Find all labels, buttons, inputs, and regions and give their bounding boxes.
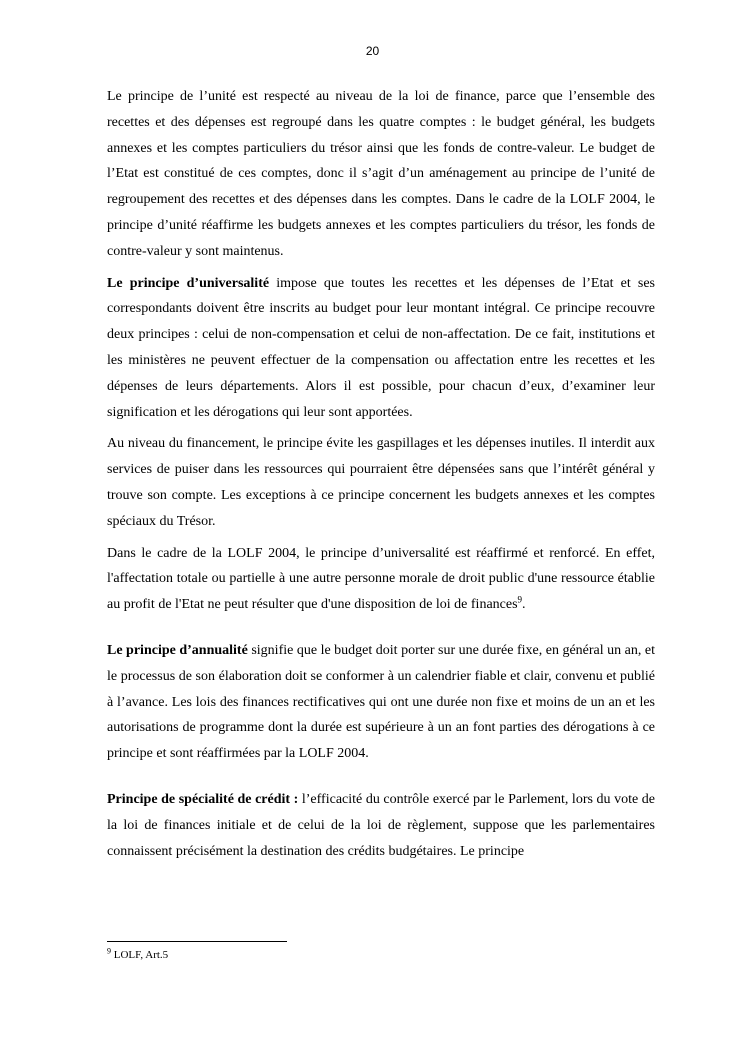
footnote-divider — [107, 941, 287, 942]
paragraph-unite: Le principe de l’unité est respecté au niveau de la loi de finance, parce que l’ensemble des recettes et des dépenses est regroupé dans les quatre comptes : le budget général, les budgets annexes et les comptes particuliers du trésor ainsi que les fonds de contre-valeur. Le budget de l’Etat est constitué de ces comptes, donc il s’agit d’un aménagement au principe de l’unité de regroupement des recettes et des dépenses dans les comptes. Dans le cadre de la LOLF 2004, le principe d’unité réaffirme les budgets annexes et les comptes particuliers du trésor, les fonds de contre-valeur y sont maintenus. — [107, 89, 655, 259]
paragraph-lolf-universalite: Dans le cadre de la LOLF 2004, le principe d’universalité est réaffirmé et renforcé. En effet, l'affectation totale ou partielle à une autre personne morale de droit public d'une ressource établie au profit de l'Etat ne peut résulter que d'une disposition de loi de finances$^9$. — [107, 545, 655, 613]
footnote-text: LOLF, Art.5 — [111, 949, 169, 961]
paragraph-universalite-text: impose que toutes les recettes et les dépenses de l’Etat et ses correspondants doivent être inscrits au budget pour leur montant intégral. Ce principe recouvre deux principes : celui de non-compensation et celui de non-affectation. De ce fait, institutions et les ministères ne peuvent effectuer de la compensation ou affectation entre les recettes et les dépenses de leurs départements. Alors il est possible, pour chacun d’eux, d’examiner leur signification et les dérogations qui leur sont apportées. — [107, 275, 655, 420]
paragraph-universalite — [107, 271, 655, 426]
paragraph-lolf-text: Dans le cadre de la LOLF 2004, le principe d’universalité est réaffirmé et renforcé. En effet, l'affectation totale ou partielle à une autre personne morale de droit public d'une ressource établie au profit de l'Etat ne peut résulter que d'une disposition de loi de finances — [107, 545, 655, 613]
footnote-number: 9 — [107, 946, 111, 956]
heading-specialite: Principe de spécialité de crédit : — [107, 791, 299, 807]
page-number: 20 — [365, 44, 380, 58]
paragraph-specialite-text: l’efficacité du contrôle exercé par le Parlement, lors du vote de la loi de finances initiale et de celui de la loi de règlement, suppose que les parlementaires connaissent précisément la destination des crédits budgétaires. Le principe — [107, 791, 655, 859]
footnote — [107, 947, 168, 963]
paragraph-annualite-text: signifie que le budget doit porter sur une durée fixe, en général un an, et le processus de son élaboration doit se conformer à un calendrier fiable et clair, convenu et publié à l’avance. Les lois des finances rectificatives qui ont une durée non fixe et moins de un an et les autorisations de programme dont la durée est supérieure à un an font parties des dérogations à ce principe et sont réaffirmées par la LOLF 2004. — [107, 642, 656, 762]
document-body — [107, 84, 655, 864]
paragraph-specialite — [107, 787, 655, 864]
paragraph-annualite — [107, 638, 655, 767]
heading-annualite: Le principe d’annualité — [107, 642, 248, 658]
paragraph-financement: Au niveau du financement, le principe évite les gaspillages et les dépenses inutiles. Il interdit aux services de puiser dans les ressources qui pourraient être dépensées sans que l’intérêt général y trouve son compte. Les exceptions à ce principe concernent les budgets annexes et les comptes spéciaux du Trésor. — [107, 436, 655, 529]
heading-universalite: Le principe d’universalité — [107, 275, 270, 291]
footnote-reference[interactable]: 9 — [517, 594, 523, 605]
